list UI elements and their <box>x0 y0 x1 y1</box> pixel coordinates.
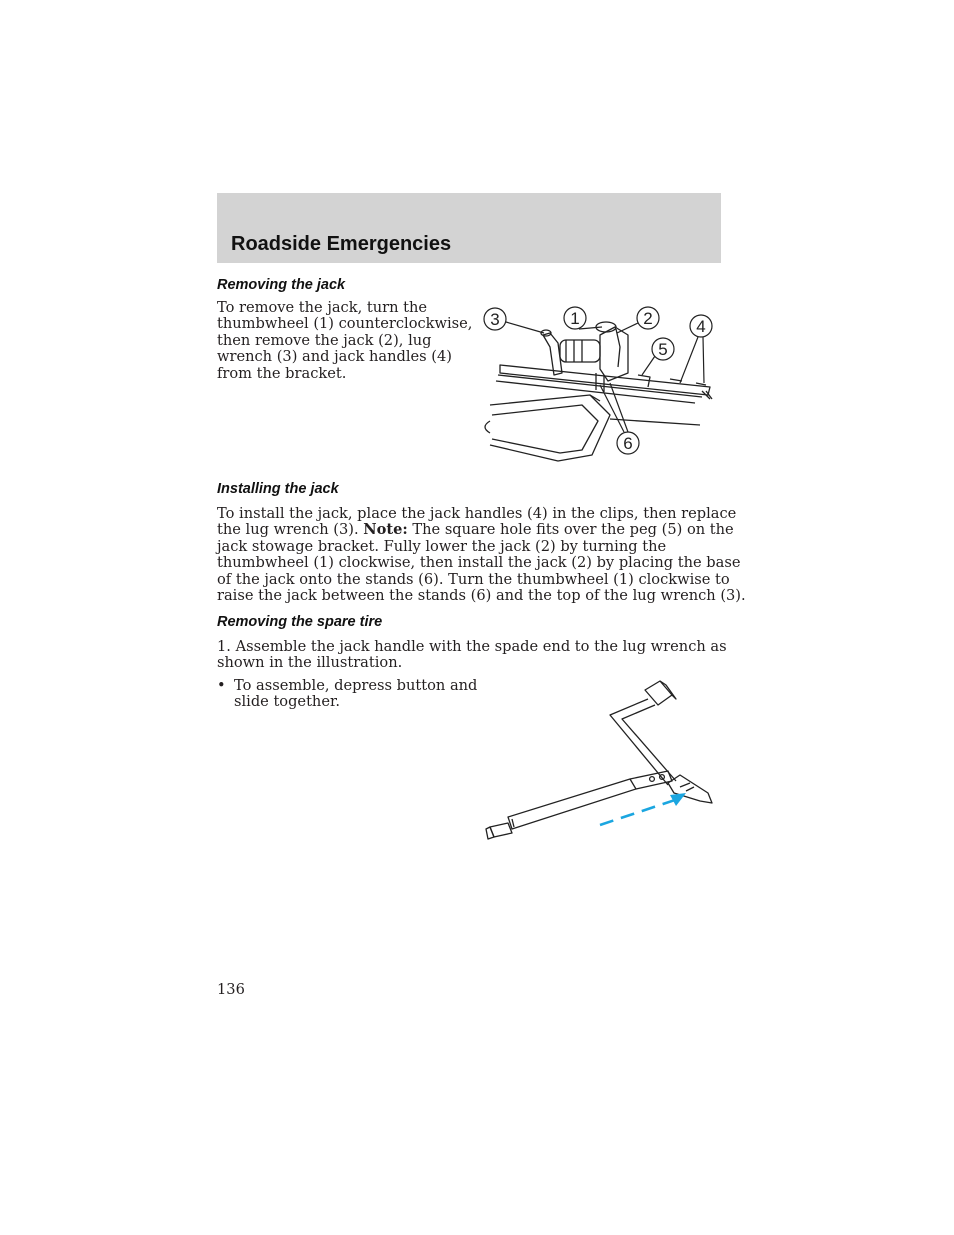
text-line: jack stowage bracket. Fully lower the jack (2) by turning the <box>217 537 667 555</box>
text-line: 1. Assemble the jack handle with the spade end to the lug wrench as <box>217 638 727 655</box>
removing-spare-heading: Removing the spare tire <box>217 614 383 630</box>
installing-jack-paragraph <box>217 506 746 604</box>
text-line: of the jack onto the stands (6). Turn the thumbwheel (1) clockwise to <box>217 570 730 588</box>
assemble-bullet <box>217 678 477 711</box>
text-line: from the bracket. <box>217 364 347 382</box>
page-number: 136 <box>217 981 245 998</box>
section-title: Roadside Emergencies <box>231 233 452 255</box>
removing-jack-paragraph <box>217 300 472 382</box>
text-line: To install the jack, place the jack handles (4) in the clips, then replace <box>217 505 737 522</box>
text-line: wrench (3) and jack handles (4) <box>217 348 452 366</box>
text-line: slide together. <box>234 693 340 711</box>
direction-arrow-shaft <box>600 799 678 825</box>
text-line: To assemble, depress button and <box>234 677 478 694</box>
bullet-dot: • <box>217 677 226 694</box>
text-line: then remove the jack (2), lug <box>217 331 432 349</box>
callout-2: 2 <box>643 309 653 328</box>
text-segment: The square hole fits over the peg (5) on the <box>407 521 734 539</box>
callout-3: 3 <box>490 310 500 329</box>
jack-stowage-illustration <box>470 295 730 470</box>
note-label: Note: <box>363 521 408 539</box>
removing-jack-heading: Removing the jack <box>217 277 346 293</box>
text-line: thumbwheel (1) counterclockwise, <box>217 315 473 333</box>
callout-1: 1 <box>570 309 580 328</box>
callout-4: 4 <box>696 317 706 336</box>
callout-5: 5 <box>658 340 668 359</box>
installing-jack-heading: Installing the jack <box>217 481 339 497</box>
wrench-assembly-illustration <box>480 675 720 845</box>
removing-spare-step1 <box>217 639 727 672</box>
text-line <box>217 522 746 538</box>
text-segment: the lug wrench (3). <box>217 521 364 539</box>
callout-6: 6 <box>623 434 633 453</box>
text-line: To remove the jack, turn the <box>217 299 428 316</box>
text-line: raise the jack between the stands (6) and the top of the lug wrench (3). <box>217 587 746 605</box>
bullet-text <box>234 678 477 711</box>
text-line: shown in the illustration. <box>217 654 403 672</box>
text-line: thumbwheel (1) clockwise, then install the jack (2) by placing the base <box>217 554 741 572</box>
